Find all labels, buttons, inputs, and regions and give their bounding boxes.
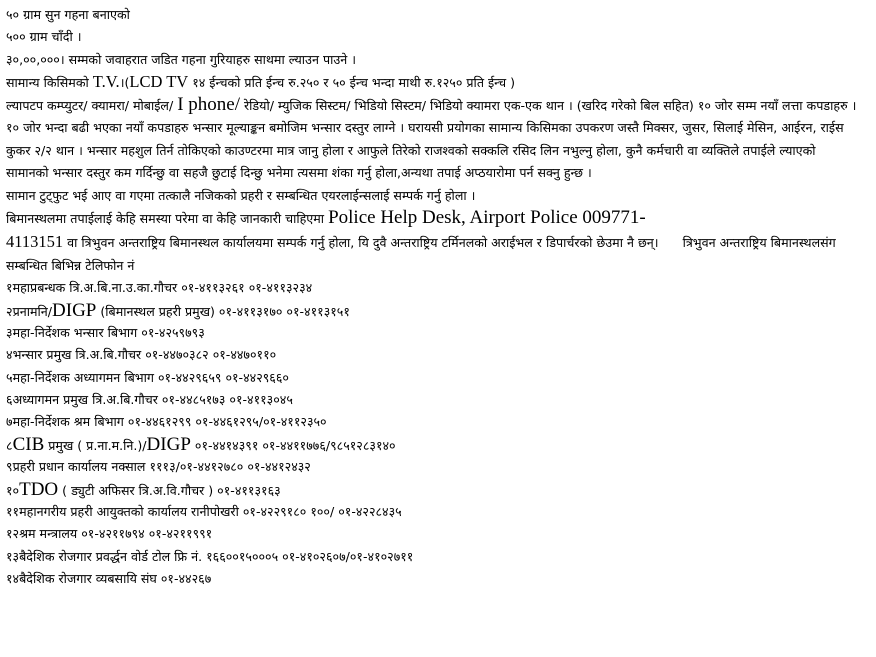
list-item-number: १३ [6, 548, 20, 564]
list-item-name: महा-निर्देशक श्रम बिभाग [12, 414, 128, 430]
list-item-detail: ०१-४२५९७९३ [141, 324, 205, 340]
list-item-detail: (बिमानस्थल प्रहरी प्रमुख) ०१-४११३१७० ०१-४११३१५१ [96, 303, 350, 319]
list-item [6, 322, 876, 344]
list-item-number: ५ [6, 369, 13, 385]
list-item-number: ४ [6, 347, 13, 363]
paragraph-electronics [6, 94, 858, 185]
list-item-latin: DIGP [52, 299, 97, 321]
list-item-name: महानगरीय प्रहरी आयुक्तको कार्यालय रानीपोखरी [19, 504, 243, 520]
list-item-detail: ०१-४२११७९४ ०१-४२११९९१ [81, 526, 213, 542]
text-line-gold: ५० ग्राम सुन गहना बनाएको [6, 7, 130, 22]
list-item [6, 568, 876, 590]
list-item [6, 523, 876, 545]
help-text-b: Police Help Desk, Airport Police 009771- [328, 207, 646, 229]
list-item-name: महा-निर्देशक अध्यागमन बिभाग [12, 369, 158, 385]
text-line-tv [6, 71, 876, 93]
list-item-latin: DIGP [146, 433, 191, 455]
list-item-detail: १६६००१५०००५ ०१-४१०२६०७/०१-४१०२७११ [206, 548, 414, 564]
help-text-e: त्रिभुवन अन्तराष्ट्रिय बिमानस्थलसंग सम्बन्धित बिभिन्न टेलिफोन नं [6, 234, 836, 273]
text-line-damage: सामान टुट्फुट भई आए वा गएमा तत्कालै नजिकको प्रहरी र सम्बन्धित एयरलाईन्सलाई सम्पर्क गर्नु होला । [6, 187, 476, 203]
list-item-detail: ( ड्युटी अफिसर त्रि.अ.वि.गौचर ) ०१-४११३१६३ [58, 482, 281, 498]
list-item-detail: ०१-४११३२६१ ०१-४११३२३४ [181, 280, 313, 296]
electronics-text-a: ल्यापटप कम्प्युटर/ क्यामरा/ मोबाईल/ [6, 97, 178, 113]
text-line-jewelry: ३०,००,०००। सम्मको जवाहरात जडित गहना गुरियाहरु साथमा ल्याउन पाउने । [6, 51, 357, 67]
list-item-detail: १११३/०१-४४१२७८० ०१-४४१२४३२ [149, 459, 311, 475]
list-item-detail: प्रमुख ( प्र.ना.म.नि.)/ [44, 437, 147, 453]
list-item-number: ९ [6, 459, 13, 475]
list-item-number: ७ [6, 414, 13, 430]
list-item-number: ६ [6, 392, 13, 408]
tv-label-d: LCD TV [129, 72, 189, 92]
list-item-number: १ [6, 280, 13, 296]
list-item-name: अध्यागमन प्रमुख त्रि.अ.बि.गौचर [12, 392, 162, 408]
tv-label-a: सामान्य किसिमको [6, 75, 93, 91]
list-item-detail: ०१-४४२६७ [160, 571, 212, 587]
list-item-detail: ०१-४४२९६५९ ०१-४४२९६६० [157, 369, 289, 385]
list-item-number: ३ [6, 324, 13, 340]
electronics-text-c: रेडियो/ म्युजिक सिस्टम/ भिडियो सिस्टम/ भिडियो क्यामरा एक-एक थान । (खरिद गरेको बिल सहित) १० जोर सम्म नयाँ लत्ता कपडाहरु । १० जोर भन्दा बढी भएका नयाँ कपडाहरु भन्सार मूल्याङ्कन बमोजिम भन्सार दस्तुर लाग्ने । घरायसी प्रयोगका सामान्य किसिमका उपकरण जस्तै मिक्सर, जुसर, सिलाई मेसिन, आईरन, राईस कुकर २/२ थान । भन्सार महशुल तिर्न तोकिएको काउण्टरमा मात्र जानु होला र आफुले तिरेको राजश्वको सक्कलि रसिद लिन नभुल्नु होला, कुनै कर्मचारी वा व्यक्तिले तपाईले ल्याएको सामानको भन्सार दस्तुर कम गर्दिन्छु वा सहजै छुटाई दिन्छु भनेमा त्यसमा शंका गर्नु होला,अन्यथा तपाई अप्ठयारोमा पर्न सक्नु हुन्छ । [6, 97, 857, 181]
list-item [6, 546, 876, 568]
help-text-c: 4113151 [6, 231, 64, 251]
list-item-number: १० [6, 482, 20, 498]
help-text-d: वा त्रिभुवन अन्तराष्ट्रिय बिमानस्थल कार्यालयमा सम्पर्क गर्नु होला, यि दुवै अन्तराष्ट्रिय टर्मिनलको अराईभल र डिपार्चरको छेउमा नै छन्। [63, 234, 659, 250]
tv-label-b: T.V. [92, 72, 120, 92]
list-item-name: प्रहरी प्रधान कार्यालय नक्साल [12, 459, 150, 475]
list-item-name: महा-निर्देशक भन्सार बिभाग [12, 324, 142, 340]
list-item-latin: TDO [19, 478, 59, 500]
list-item-name: भन्सार प्रमुख त्रि.अ.बि.गौचर [12, 347, 146, 363]
list-item-number: १२ [6, 526, 20, 542]
list-item-name: श्रम मन्त्रालय [19, 526, 82, 542]
list-item [6, 479, 876, 501]
list-item-detail: ०१-४४६१२९९ ०१-४४६१२९५/०१-४११२३५० [127, 414, 327, 430]
phone-list [6, 277, 876, 590]
list-item [6, 389, 876, 411]
list-item-name: महाप्रबन्धक त्रि.अ.बि.ना.उ.का.गौचर [12, 280, 182, 296]
list-item-detail: ०१-४४७०३८२ ०१-४४७०११० [145, 347, 277, 363]
list-item [6, 456, 876, 478]
list-item [6, 277, 876, 299]
list-item-number: ८ [6, 437, 13, 453]
list-item [6, 501, 876, 523]
list-item-number: १४ [6, 571, 20, 587]
list-item-number: २ [6, 303, 13, 319]
list-item [6, 300, 876, 322]
tv-label-e: १४ ईन्चको प्रति ईन्च रु.२५० र ५० ईन्च भन्दा माथी रु.१२५० प्रति ईन्च ) [188, 75, 516, 91]
help-text-a: बिमानस्थलमा तपाईलाई केहि समस्या परेमा वा केहि जानकारी चाहिएमा [6, 211, 329, 227]
paragraph-help-desk [6, 207, 858, 277]
list-item-phone: ०१-४४१४३९१ ०१-४४११७७६/९८५१२८३१४० [190, 437, 396, 453]
electronics-text-b: I phone/ [177, 93, 241, 115]
list-item-number: ११ [6, 504, 20, 520]
list-item-name: प्रनामनि/ [12, 303, 53, 319]
list-item [6, 344, 876, 366]
list-item-detail: ०१-४२२९१८० १००/ ०१-४२२८४३५ [242, 504, 402, 520]
list-item-latin: CIB [12, 433, 45, 455]
list-item [6, 367, 876, 389]
list-item [6, 411, 876, 433]
tv-label-c: ।( [119, 75, 130, 91]
list-item-name: बैदेशिक रोजगार प्रवर्द्धन वोर्ड टोल फ्रि नं. [19, 548, 207, 564]
list-item-name: बैदेशिक रोजगार व्यबसायि संघ [19, 571, 161, 587]
text-line-silver: ५०० ग्राम चाँदी । [6, 29, 82, 45]
list-item-detail: ०१-४४८५१७३ ०१-४११३०४५ [161, 392, 293, 408]
list-item [6, 434, 876, 456]
